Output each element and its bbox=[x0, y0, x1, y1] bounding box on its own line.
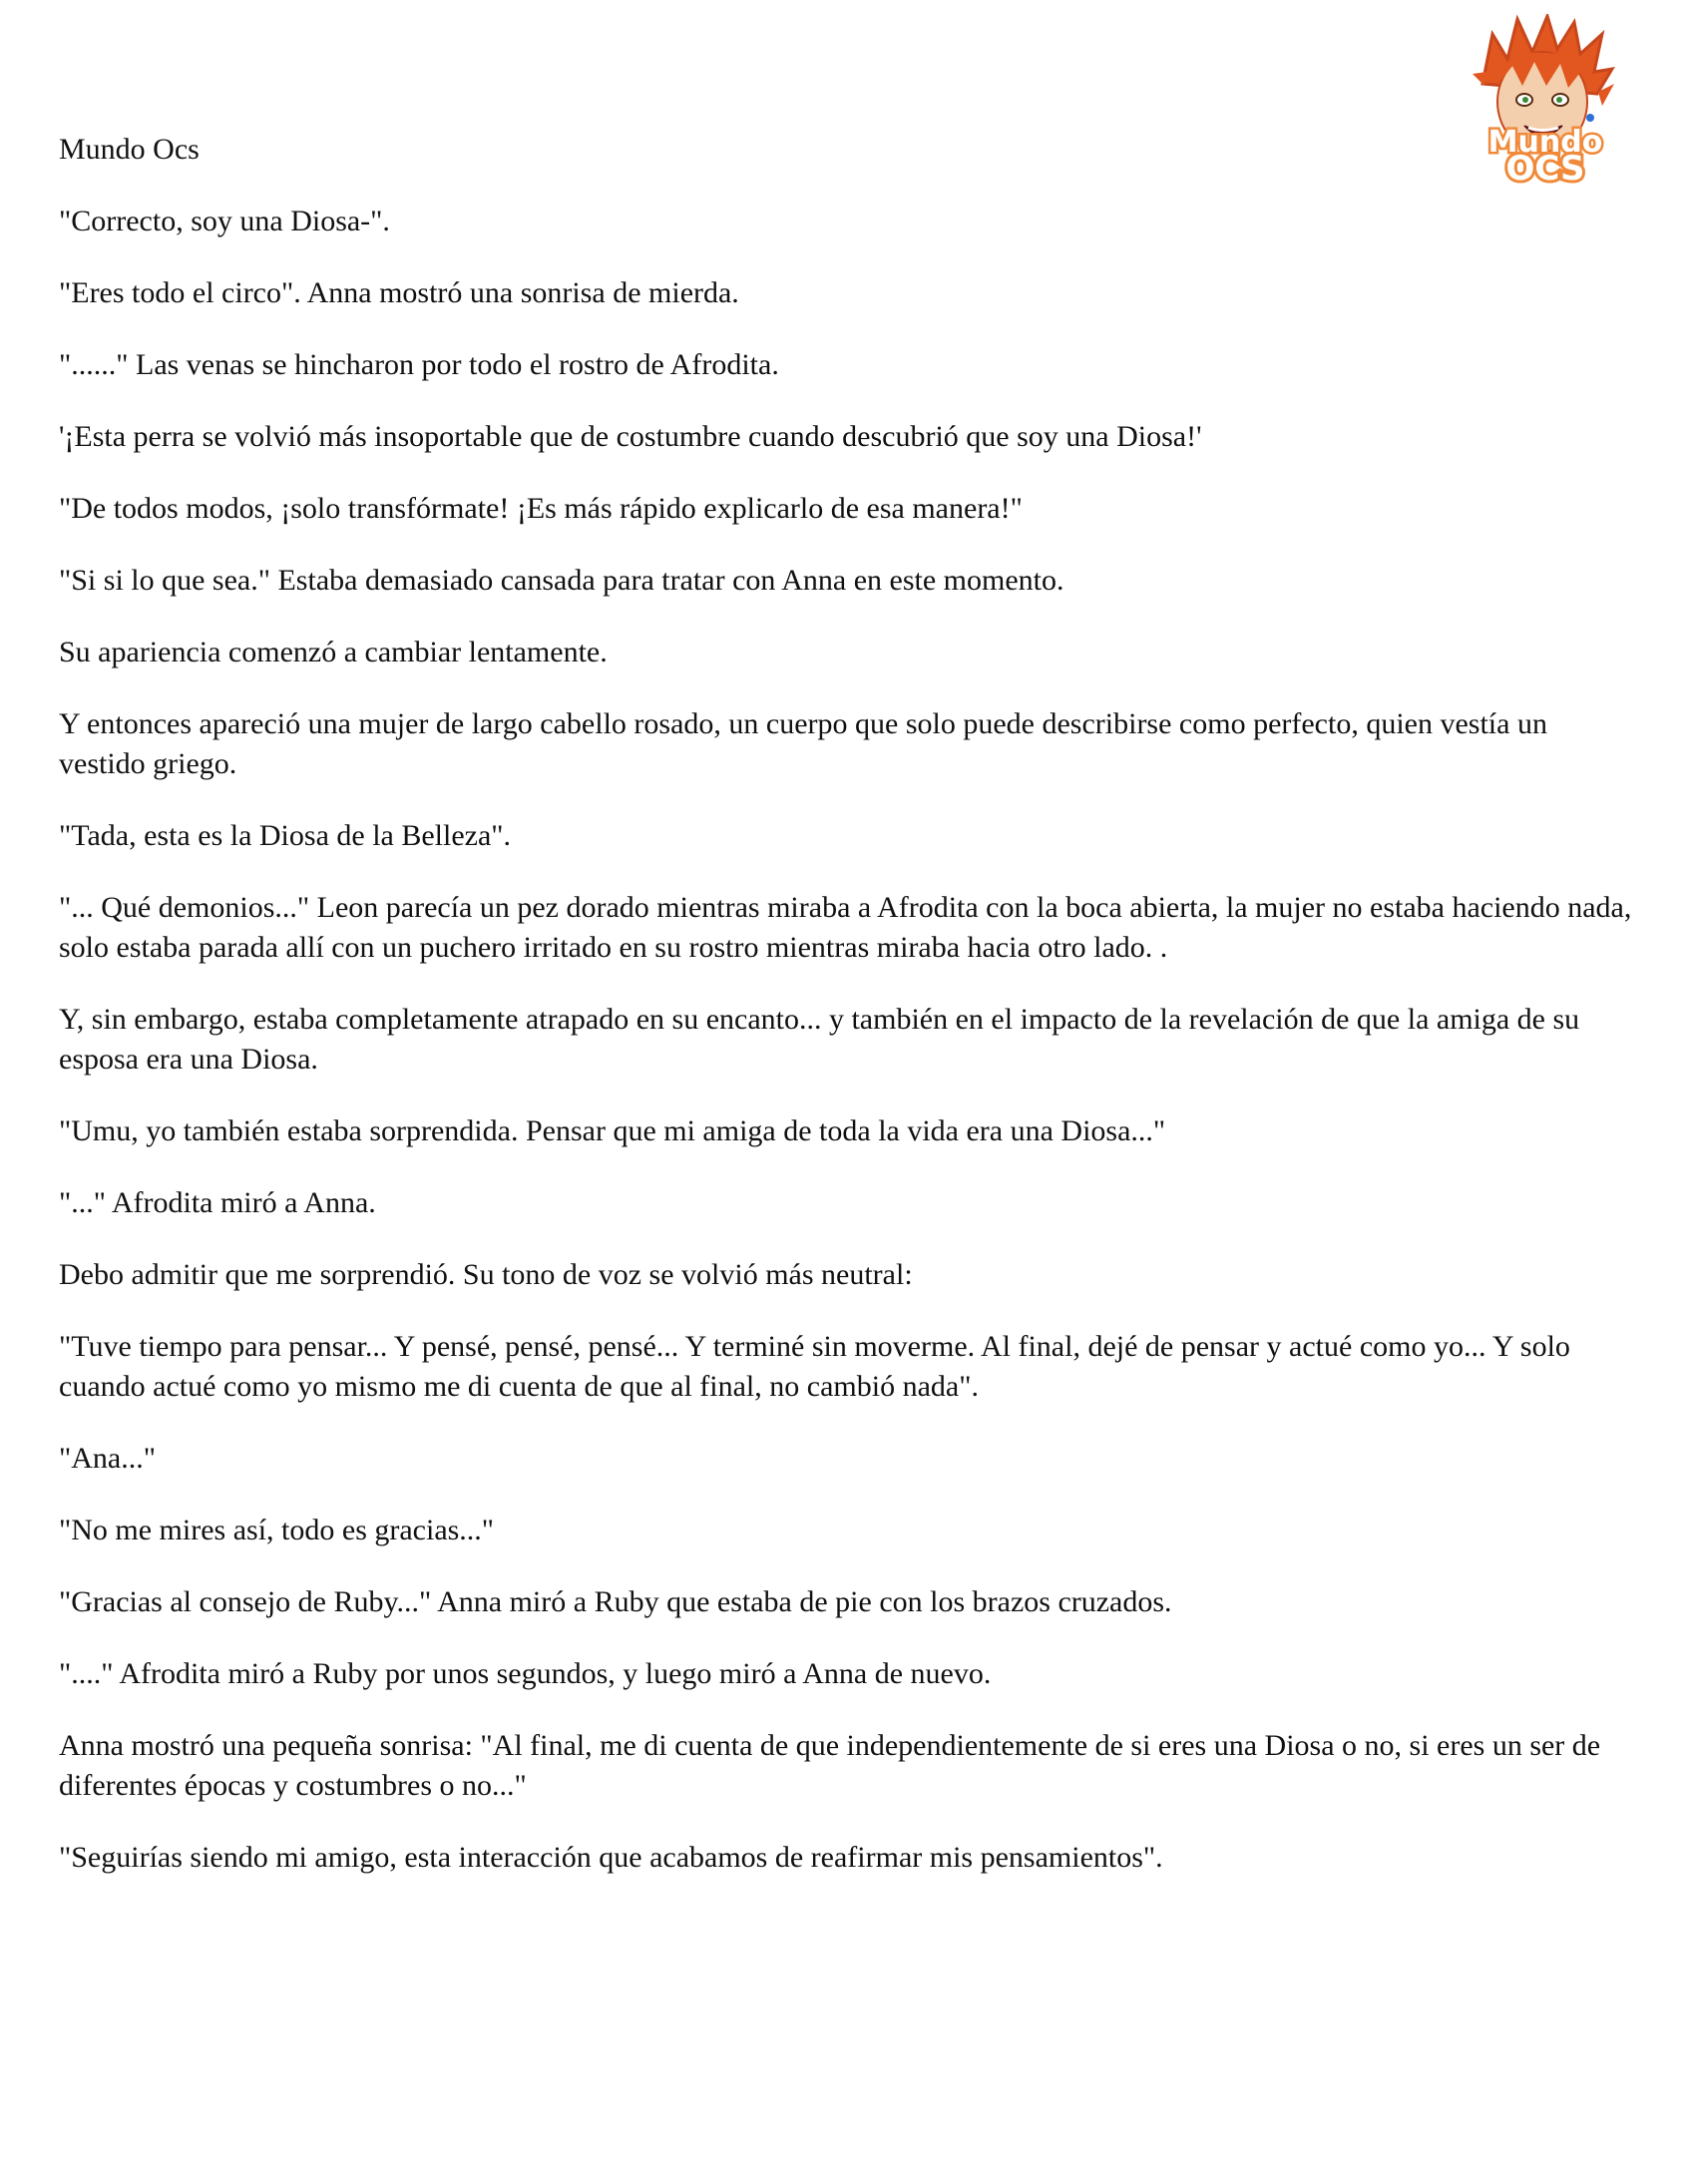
paragraph: "......" Las venas se hincharon por todo el rostro de Afrodita. bbox=[59, 348, 779, 381]
paragraph: "Correcto, soy una Diosa-". bbox=[59, 205, 390, 237]
paragraph: "Seguirías siendo mi amigo, esta interacción que acabamos de reafirmar mis pensamientos". bbox=[59, 1841, 1163, 1874]
paragraph: "Ana..." bbox=[59, 1442, 156, 1475]
logo-line1: Mundo bbox=[1487, 125, 1603, 160]
paragraph: "Si si lo que sea." Estaba demasiado cansada para tratar con Anna en este momento. bbox=[59, 564, 1064, 597]
paragraph: "... Qué demonios..." Leon parecía un pez dorado mientras miraba a Afrodita con la boca abierta, la mujer no estaba haciendo nada, solo estaba parada allí con un puchero irritado en su rostro mientras miraba hacia otro lado. . bbox=[59, 891, 1632, 964]
document-body bbox=[59, 130, 1635, 1910]
paragraph: "Gracias al consejo de Ruby..." Anna miró a Ruby que estaba de pie con los brazos cruzados. bbox=[59, 1585, 1172, 1618]
paragraph: "...." Afrodita miró a Ruby por unos segundos, y luego miró a Anna de nuevo. bbox=[59, 1657, 992, 1690]
paragraph: Debo admitir que me sorprendió. Su tono de voz se volvió más neutral: bbox=[59, 1258, 913, 1291]
paragraph: "Tuve tiempo para pensar... Y pensé, pensé, pensé... Y terminé sin moverme. Al final, dejé de pensar y actué como yo... Y solo cuando actué como yo mismo me di cuenta de que al final, no cambió nada". bbox=[59, 1330, 1570, 1403]
site-name-header: Mundo Ocs bbox=[59, 133, 200, 166]
paragraph: "De todos modos, ¡solo transfórmate! ¡Es más rápido explicarlo de esa manera!" bbox=[59, 492, 1023, 525]
paragraph: "Umu, yo también estaba sorprendida. Pensar que mi amiga de toda la vida era una Diosa..." bbox=[59, 1114, 1166, 1147]
paragraph: '¡Esta perra se volvió más insoportable que de costumbre cuando descubrió que soy una Diosa!' bbox=[59, 420, 1202, 453]
paragraph: Y, sin embargo, estaba completamente atrapado en su encanto... y también en el impacto de la revelación de que la amiga de su esposa era una Diosa. bbox=[59, 1003, 1580, 1076]
paragraph: "Eres todo el circo". Anna mostró una sonrisa de mierda. bbox=[59, 276, 739, 309]
paragraph: Y entonces apareció una mujer de largo cabello rosado, un cuerpo que solo puede describirse como perfecto, quien vestía un vestido griego. bbox=[59, 707, 1547, 780]
logo-line2: OCS bbox=[1505, 149, 1585, 184]
paragraph: "Tada, esta es la Diosa de la Belleza". bbox=[59, 819, 512, 852]
paragraph: Su apariencia comenzó a cambiar lentamente. bbox=[59, 636, 608, 668]
paragraph: "No me mires así, todo es gracias..." bbox=[59, 1514, 495, 1546]
paragraph: Anna mostró una pequeña sonrisa: "Al final, me di cuenta de que independientemente de si eres una Diosa o no, si eres un ser de diferentes épocas y costumbres o no..." bbox=[59, 1729, 1601, 1802]
paragraph: "..." Afrodita miró a Anna. bbox=[59, 1186, 376, 1219]
